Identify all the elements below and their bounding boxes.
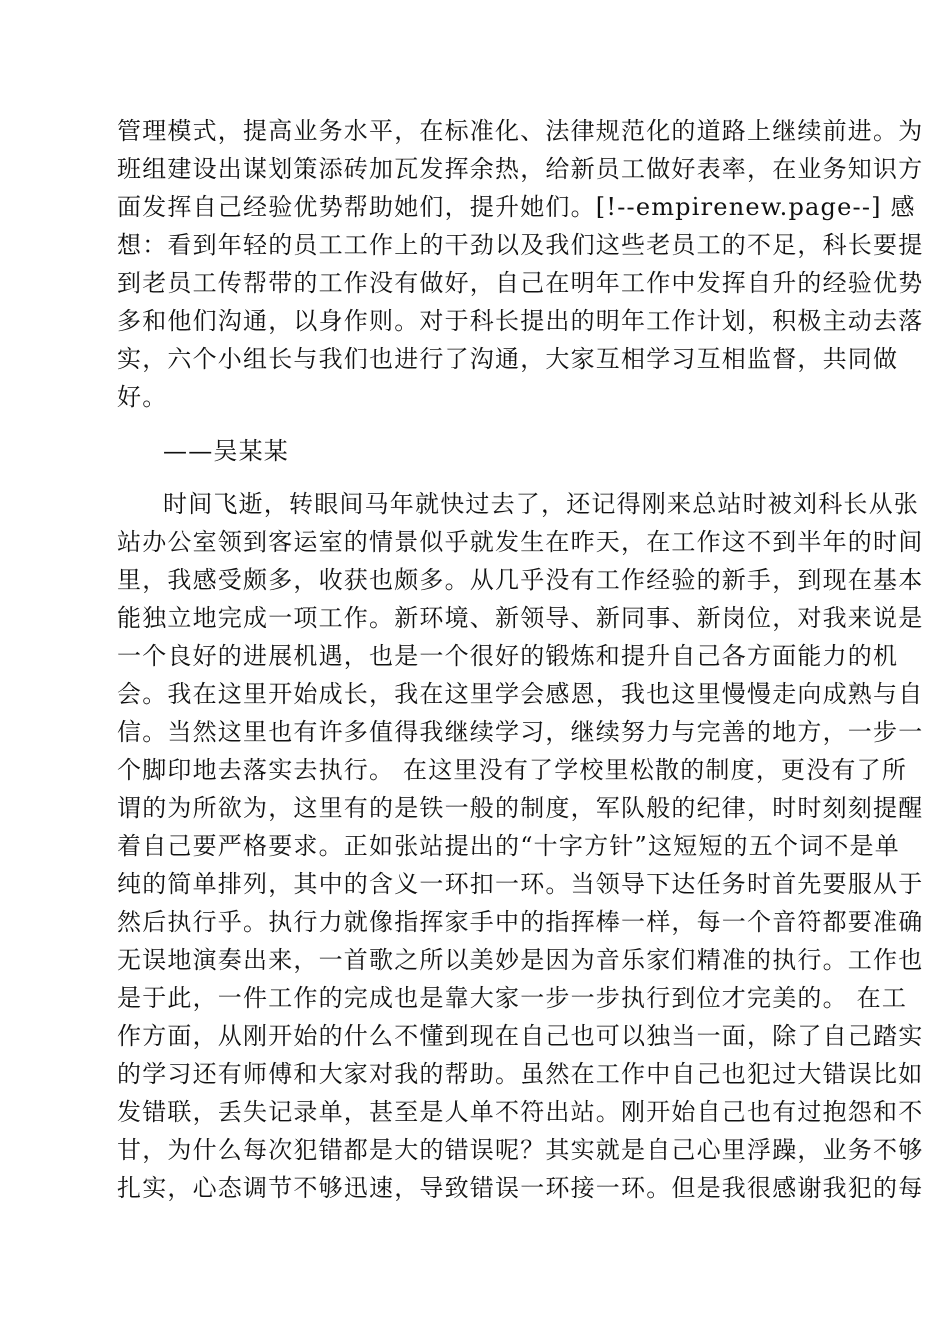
text-line: 站办公室领到客运室的情景似乎就发生在昨天，在工作这不到半年的时间 [117,528,924,556]
text-line: 扎实，心态调节不够迅速，导致错误一环接一环。但是我很感谢我犯的每 [117,1174,924,1202]
signature: ——吴某某 [163,437,289,465]
text-line: 发错联，丢失记录单，甚至是人单不符出站。刚开始自己也有过抱怨和不 [117,1098,924,1126]
text-line: 然后执行乎。执行力就像指挥家手中的指挥棒一样，每一个音符都要准确 [117,908,924,936]
text-line: 甘，为什么每次犯错都是大的错误呢？其实就是自己心里浮躁，业务不够 [117,1136,924,1164]
text-line: 面发挥自己经验优势帮助她们，提升她们。[!--empirenew.page--] 感 [117,193,916,221]
text-line: 着自己要严格要求。正如张站提出的“十字方针”这短短的五个词不是单 [117,832,900,860]
text-line: 想：看到年轻的员工工作上的干劲以及我们这些老员工的不足，科长要提 [117,231,924,259]
text-line: 纯的简单排列，其中的含义一环扣一环。当领导下达任务时首先要服从于 [117,870,924,898]
text-line: 无误地演奏出来，一首歌之所以美妙是因为音乐家们精准的执行。工作也 [117,946,924,974]
text-line: 好。 [117,383,168,411]
text-line: 谓的为所欲为，这里有的是铁一般的制度，军队般的纪律，时时刻刻提醒 [117,794,924,822]
text-line: 作方面，从刚开始的什么不懂到现在自己也可以独当一面，除了自己踏实 [117,1022,924,1050]
text-line: 能独立地完成一项工作。新环境、新领导、新同事、新岗位，对我来说是 [117,604,924,632]
text-line: 的学习还有师傅和大家对我的帮助。虽然在工作中自己也犯过大错误比如 [117,1060,924,1088]
text-line: 会。我在这里开始成长，我在这里学会感恩，我也这里慢慢走向成熟与自 [117,680,924,708]
text-line: 是于此，一件工作的完成也是靠大家一步一步执行到位才完美的。 在工 [117,984,908,1012]
text-line: 班组建设出谋划策添砖加瓦发挥余热，给新员工做好表率，在业务知识方 [117,155,924,183]
text-line: 个脚印地去落实去执行。 在这里没有了学校里松散的制度，更没有了所 [117,756,908,784]
text-line: 时间飞逝，转眼间马年就快过去了，还记得刚来总站时被刘科长从张 [163,490,919,518]
text-line: 里，我感受颇多，收获也颇多。从几乎没有工作经验的新手，到现在基本 [117,566,924,594]
text-line: 信。当然这里也有许多值得我继续学习，继续努力与完善的地方，一步一 [117,718,924,746]
text-line: 实，六个小组长与我们也进行了沟通，大家互相学习互相监督，共同做 [117,345,899,373]
text-line: 到老员工传帮带的工作没有做好，自己在明年工作中发挥自升的经验优势 [117,269,924,297]
text-line: 管理模式，提高业务水平，在标准化、法律规范化的道路上继续前进。为 [117,117,924,145]
text-line: 多和他们沟通，以身作则。对于科长提出的明年工作计划，积极主动去落 [117,307,924,335]
text-line: 一个良好的进展机遇，也是一个很好的锻炼和提升自己各方面能力的机 [117,642,899,670]
